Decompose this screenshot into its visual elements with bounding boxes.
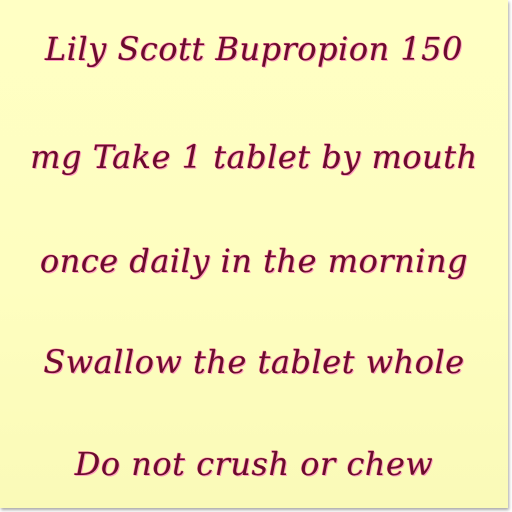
note-line-1: Lily Scott Bupropion 150 [45,30,463,68]
note-line-2: mg Take 1 tablet by mouth [30,138,478,176]
note-line-3: once daily in the morning [39,242,469,280]
note-line-4: Swallow the tablet whole [43,343,465,381]
note-line-5: Do not crush or chew [74,445,434,483]
